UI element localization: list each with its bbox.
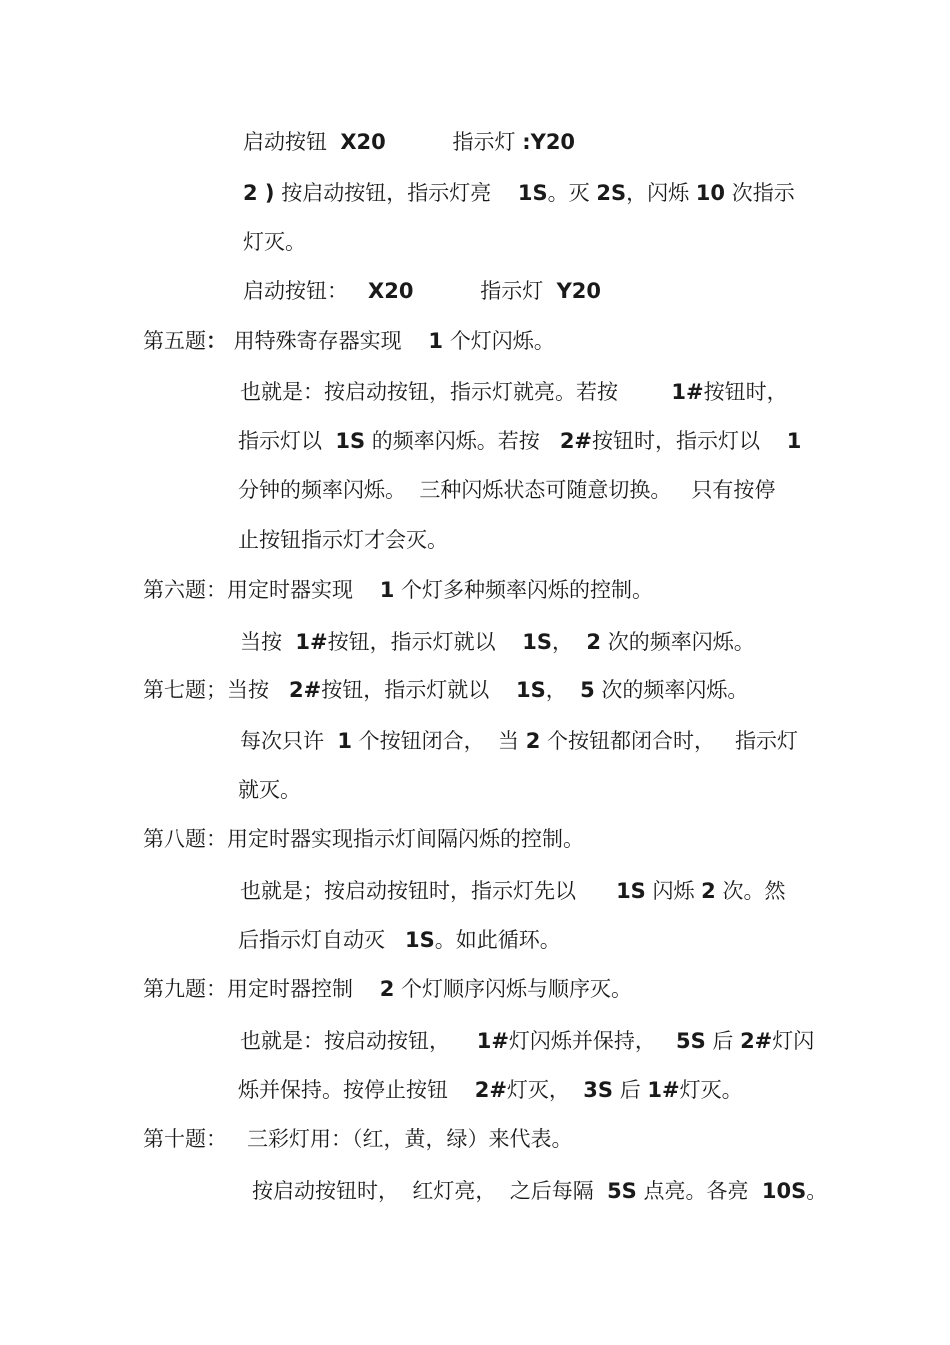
text-line-9: 止按钮指示灯才会灭。: [238, 528, 448, 552]
text-line-7: 指示灯以 1S 的频率闪烁。若按 2#按钮时，指示灯以 1: [238, 429, 802, 453]
heading-problem-9: 第九题：用定时器控制 2 个灯顺序闪烁与顺序灭。: [143, 977, 633, 1001]
heading-problem-7: 第七题；当按 2#按钮，指示灯就以 1S， 5 次的频率闪烁。: [143, 678, 749, 702]
text-line-14: 就灭。: [238, 778, 301, 802]
text-line-2: 2 ) 按启动按钮，指示灯亮 1S。灭 2S，闪烁 10 次指示: [243, 181, 795, 205]
text-line-6: 也就是：按启动按钮，指示灯就亮。若按 1#按钮时，: [240, 380, 788, 404]
text-line-11: 当按 1#按钮，指示灯就以 1S， 2 次的频率闪烁。: [240, 630, 755, 654]
text-line-20: 烁并保持。按停止按钮 2#灯灭， 3S 后 1#灯灭。: [238, 1078, 743, 1102]
heading-problem-10: 第十题： 三彩灯用：（红，黄，绿）来代表。: [143, 1127, 573, 1151]
text-line-1: 启动按钮 X20 指示灯 :Y20: [243, 130, 576, 154]
heading-problem-5: 第五题： 用特殊寄存器实现 1 个灯闪烁。: [143, 329, 555, 353]
text-line-4: 启动按钮： X20 指示灯 Y20: [243, 279, 601, 303]
text-line-13: 每次只许 1 个按钮闭合， 当 2 个按钮都闭合时， 指示灯: [240, 729, 799, 753]
text-line-8: 分钟的频率闪烁。 三种闪烁状态可随意切换。 只有按停: [238, 478, 776, 502]
text-line-17: 后指示灯自动灭 1S。如此循环。: [238, 928, 561, 952]
text-line-22: 按启动按钮时， 红灯亮， 之后每隔 5S 点亮。各亮 10S。: [252, 1179, 828, 1203]
heading-problem-8: 第八题：用定时器实现指示灯间隔闪烁的控制。: [143, 827, 584, 851]
text-line-16: 也就是；按启动按钮时，指示灯先以 1S 闪烁 2 次。然: [240, 879, 786, 903]
heading-problem-6: 第六题：用定时器实现 1 个灯多种频率闪烁的控制。: [143, 578, 654, 602]
text-line-3: 灯灭。: [243, 230, 306, 254]
text-line-19: 也就是：按启动按钮， 1#灯闪烁并保持， 5S 后 2#灯闪: [240, 1029, 815, 1053]
